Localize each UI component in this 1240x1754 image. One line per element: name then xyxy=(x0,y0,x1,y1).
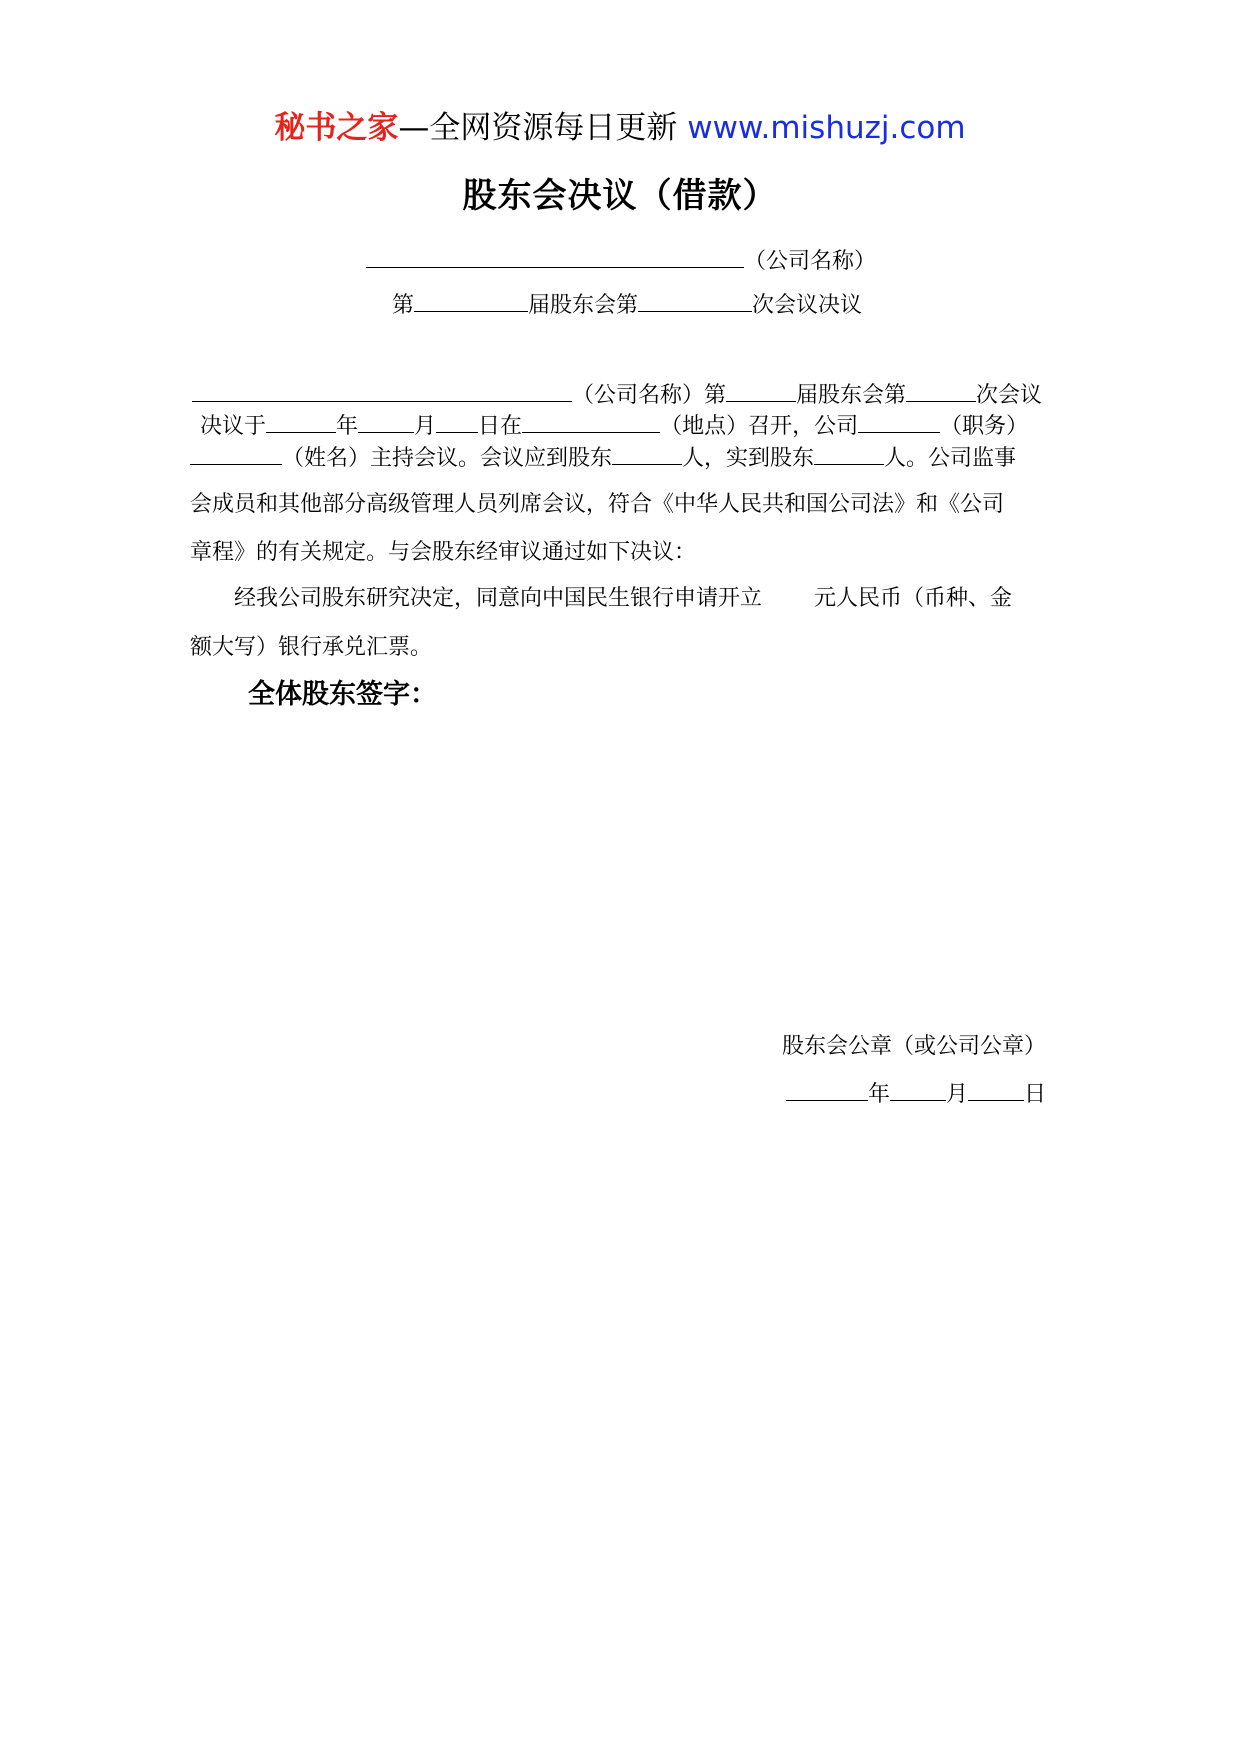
people-label-2: 人。公司监事 xyxy=(884,446,1017,471)
para1-mid: 届股东会第 xyxy=(796,383,907,408)
para2-line1 xyxy=(234,584,1012,614)
para1-line1 xyxy=(192,377,1042,411)
day-at-label: 日在 xyxy=(478,414,523,439)
month-blank[interactable] xyxy=(358,408,414,433)
site-banner xyxy=(0,102,1240,147)
seal-label: 股东会公章（或公司公章） xyxy=(782,1034,1047,1059)
place-label: （地点）召开，公司 xyxy=(660,414,859,439)
para1-company-suffix: （公司名称）第 xyxy=(572,383,727,408)
para1-line3 xyxy=(190,440,1016,474)
year-label: 年 xyxy=(336,414,359,439)
seal-year-label: 年 xyxy=(868,1082,891,1107)
name-blank[interactable] xyxy=(190,440,282,465)
year-blank[interactable] xyxy=(266,408,336,433)
document-title: 股东会决议（借款） xyxy=(462,176,778,216)
para1-end: 次会议 xyxy=(976,383,1043,408)
month-label: 月 xyxy=(414,414,437,439)
seal-day-label: 日 xyxy=(1024,1082,1047,1107)
para1-line4: 会成员和其他部分高级管理人员列席会议，符合《中华人民共和国公司法》和《公司 xyxy=(190,492,1005,517)
session-number-blank[interactable] xyxy=(414,287,528,312)
banner-slogan: —全网资源每日更新 xyxy=(398,110,678,146)
para1-line2 xyxy=(200,408,1028,442)
para1-line5: 章程》的有关规定。与会股东经审议通过如下决议： xyxy=(190,540,697,565)
date-line xyxy=(786,1076,1046,1110)
session-suffix: 次会议决议 xyxy=(752,293,863,318)
day-blank[interactable] xyxy=(436,408,478,433)
session-line xyxy=(392,287,862,321)
seal-month-label: 月 xyxy=(946,1082,969,1107)
signature-heading: 全体股东签字： xyxy=(248,679,437,710)
meeting-number-blank[interactable] xyxy=(638,287,752,312)
seal-month-blank[interactable] xyxy=(890,1076,946,1101)
company-name-label: （公司名称） xyxy=(744,249,877,274)
meeting-blank-2[interactable] xyxy=(906,377,976,402)
present-shareholders-blank[interactable] xyxy=(814,440,884,465)
session-prefix: 第 xyxy=(392,293,415,318)
company-name-blank[interactable] xyxy=(366,243,744,268)
session-middle: 届股东会第 xyxy=(528,293,639,318)
brand-name: 秘书之家 xyxy=(274,110,399,146)
expected-shareholders-blank[interactable] xyxy=(612,440,682,465)
people-label-1: 人，实到股东 xyxy=(682,446,815,471)
para2-end: 元人民币（币种、金 xyxy=(814,586,1013,611)
session-blank-2[interactable] xyxy=(726,377,796,402)
para2-line2: 额大写）银行承兑汇票。 xyxy=(190,635,433,660)
position-blank[interactable] xyxy=(858,408,940,433)
para1-decided-on: 决议于 xyxy=(200,414,267,439)
company-name-blank-2[interactable] xyxy=(192,377,572,402)
site-url[interactable]: www.mishuzj.com xyxy=(687,110,966,146)
seal-day-blank[interactable] xyxy=(968,1076,1024,1101)
para2-text: 经我公司股东研究决定，同意向中国民生银行申请开立 xyxy=(234,586,763,611)
seal-year-blank[interactable] xyxy=(786,1076,868,1101)
place-blank[interactable] xyxy=(522,408,660,433)
name-label: （姓名）主持会议。会议应到股东 xyxy=(282,446,613,471)
position-label: （职务） xyxy=(940,414,1029,439)
company-name-line xyxy=(366,243,876,277)
